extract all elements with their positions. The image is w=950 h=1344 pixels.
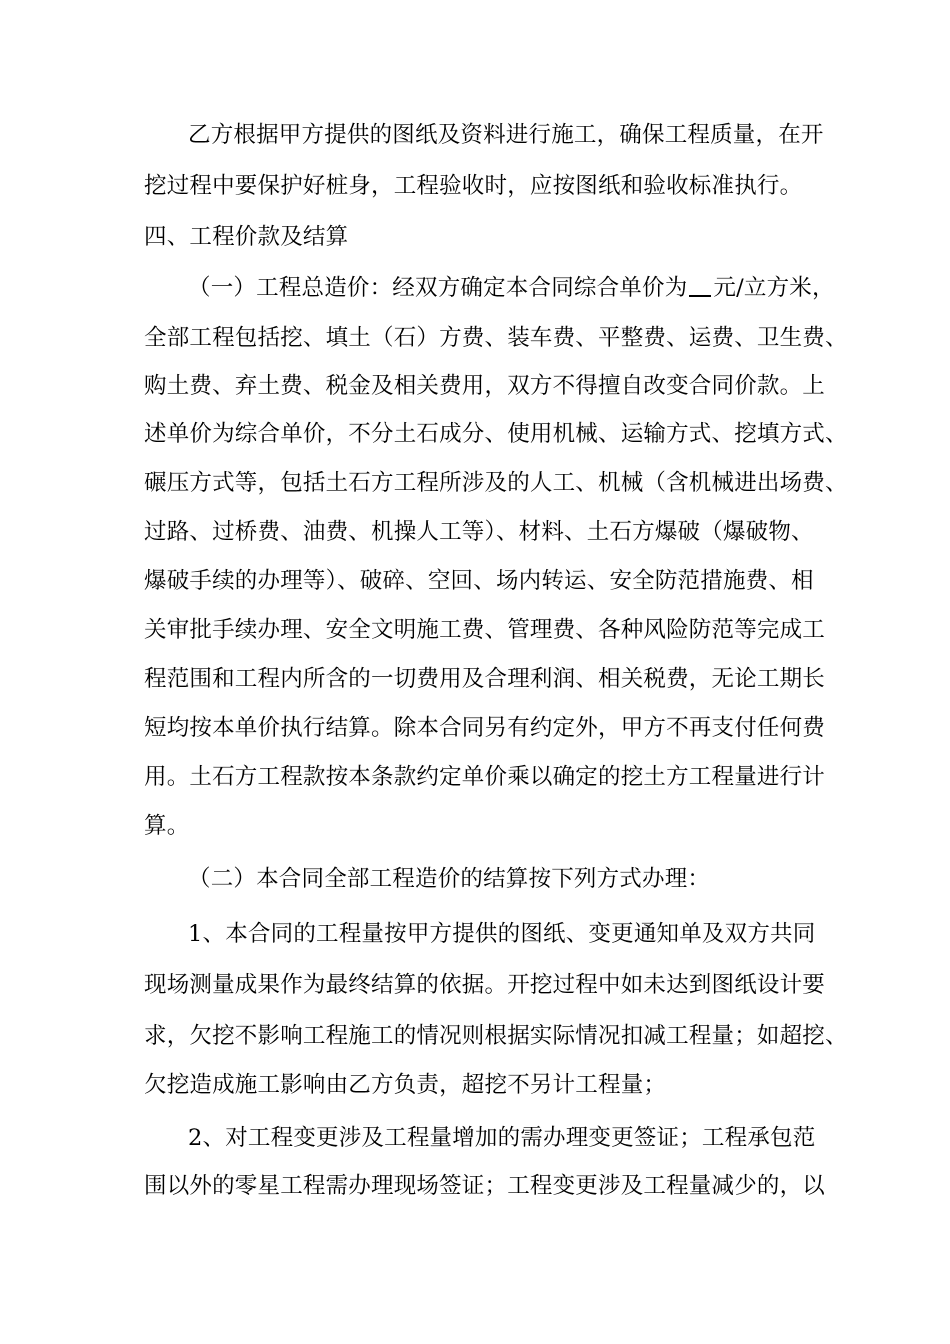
price-blank-field	[689, 273, 711, 297]
paragraph-2-line: 程范围和工程内所含的一切费用及合理利润、相关税费，无论工期长	[144, 666, 826, 692]
paragraph-2-line: 过路、过桥费、油费、机操人工等）、材料、土石方爆破（爆破物、	[144, 519, 814, 545]
paragraph-4-line: 现场测量成果作为最终结算的依据。开挖过程中如未达到图纸设计要	[144, 972, 826, 998]
paragraph-4-line: 求，欠挖不影响工程施工的情况则根据实际情况扣减工程量；如超挖、	[144, 1023, 848, 1049]
paragraph-2-line: 全部工程包括挖、填土（石）方费、装车费、平整费、运费、卫生费、	[144, 325, 848, 351]
section-heading: 四、工程价款及结算	[144, 224, 349, 250]
paragraph-2-line: 算。	[144, 813, 190, 839]
paragraph-2-line: 碾压方式等，包括土石方工程所涉及的人工、机械（含机械进出场费、	[144, 470, 848, 496]
paragraph-2-line: 短均按本单价执行结算。除本合同另有约定外，甲方不再支付任何费	[144, 715, 826, 741]
paragraph-1-line-2: 挖过程中要保护好桩身，工程验收时，应按图纸和验收标准执行。	[144, 173, 803, 199]
paragraph-4-line: 1、本合同的工程量按甲方提供的图纸、变更通知单及双方共同	[188, 921, 816, 947]
paragraph-2-line: 关审批手续办理、安全文明施工费、管理费、各种风险防范等完成工	[144, 617, 826, 643]
paragraph-2-text-before-blank: （一）工程总造价：经双方确定本合同综合单价为	[188, 275, 688, 301]
paragraph-2-line: 用。土石方工程款按本条款约定单价乘以确定的挖土方工程量进行计	[144, 764, 826, 790]
paragraph-2-text-after-blank: 元/立方米，	[713, 275, 835, 301]
paragraph-2-line: 述单价为综合单价，不分土石成分、使用机械、运输方式、挖填方式、	[144, 421, 848, 447]
paragraph-3: （二）本合同全部工程造价的结算按下列方式办理：	[188, 866, 711, 892]
paragraph-4-line: 欠挖造成施工影响由乙方负责，超挖不另计工程量；	[144, 1072, 667, 1098]
paragraph-5-line: 围以外的零星工程需办理现场签证；工程变更涉及工程量减少的，以	[144, 1173, 826, 1199]
paragraph-2-line: 爆破手续的办理等）、破碎、空回、场内转运、安全防范措施费、相	[144, 568, 814, 594]
paragraph-2-line: 购土费、弃土费、税金及相关费用，双方不得擅自改变合同价款。上	[144, 373, 826, 399]
paragraph-2-line-1	[188, 268, 835, 308]
paragraph-5-line: 2、对工程变更涉及工程量增加的需办理变更签证；工程承包范	[188, 1125, 816, 1151]
paragraph-1-line-1: 乙方根据甲方提供的图纸及资料进行施工，确保工程质量，在开	[188, 122, 824, 148]
